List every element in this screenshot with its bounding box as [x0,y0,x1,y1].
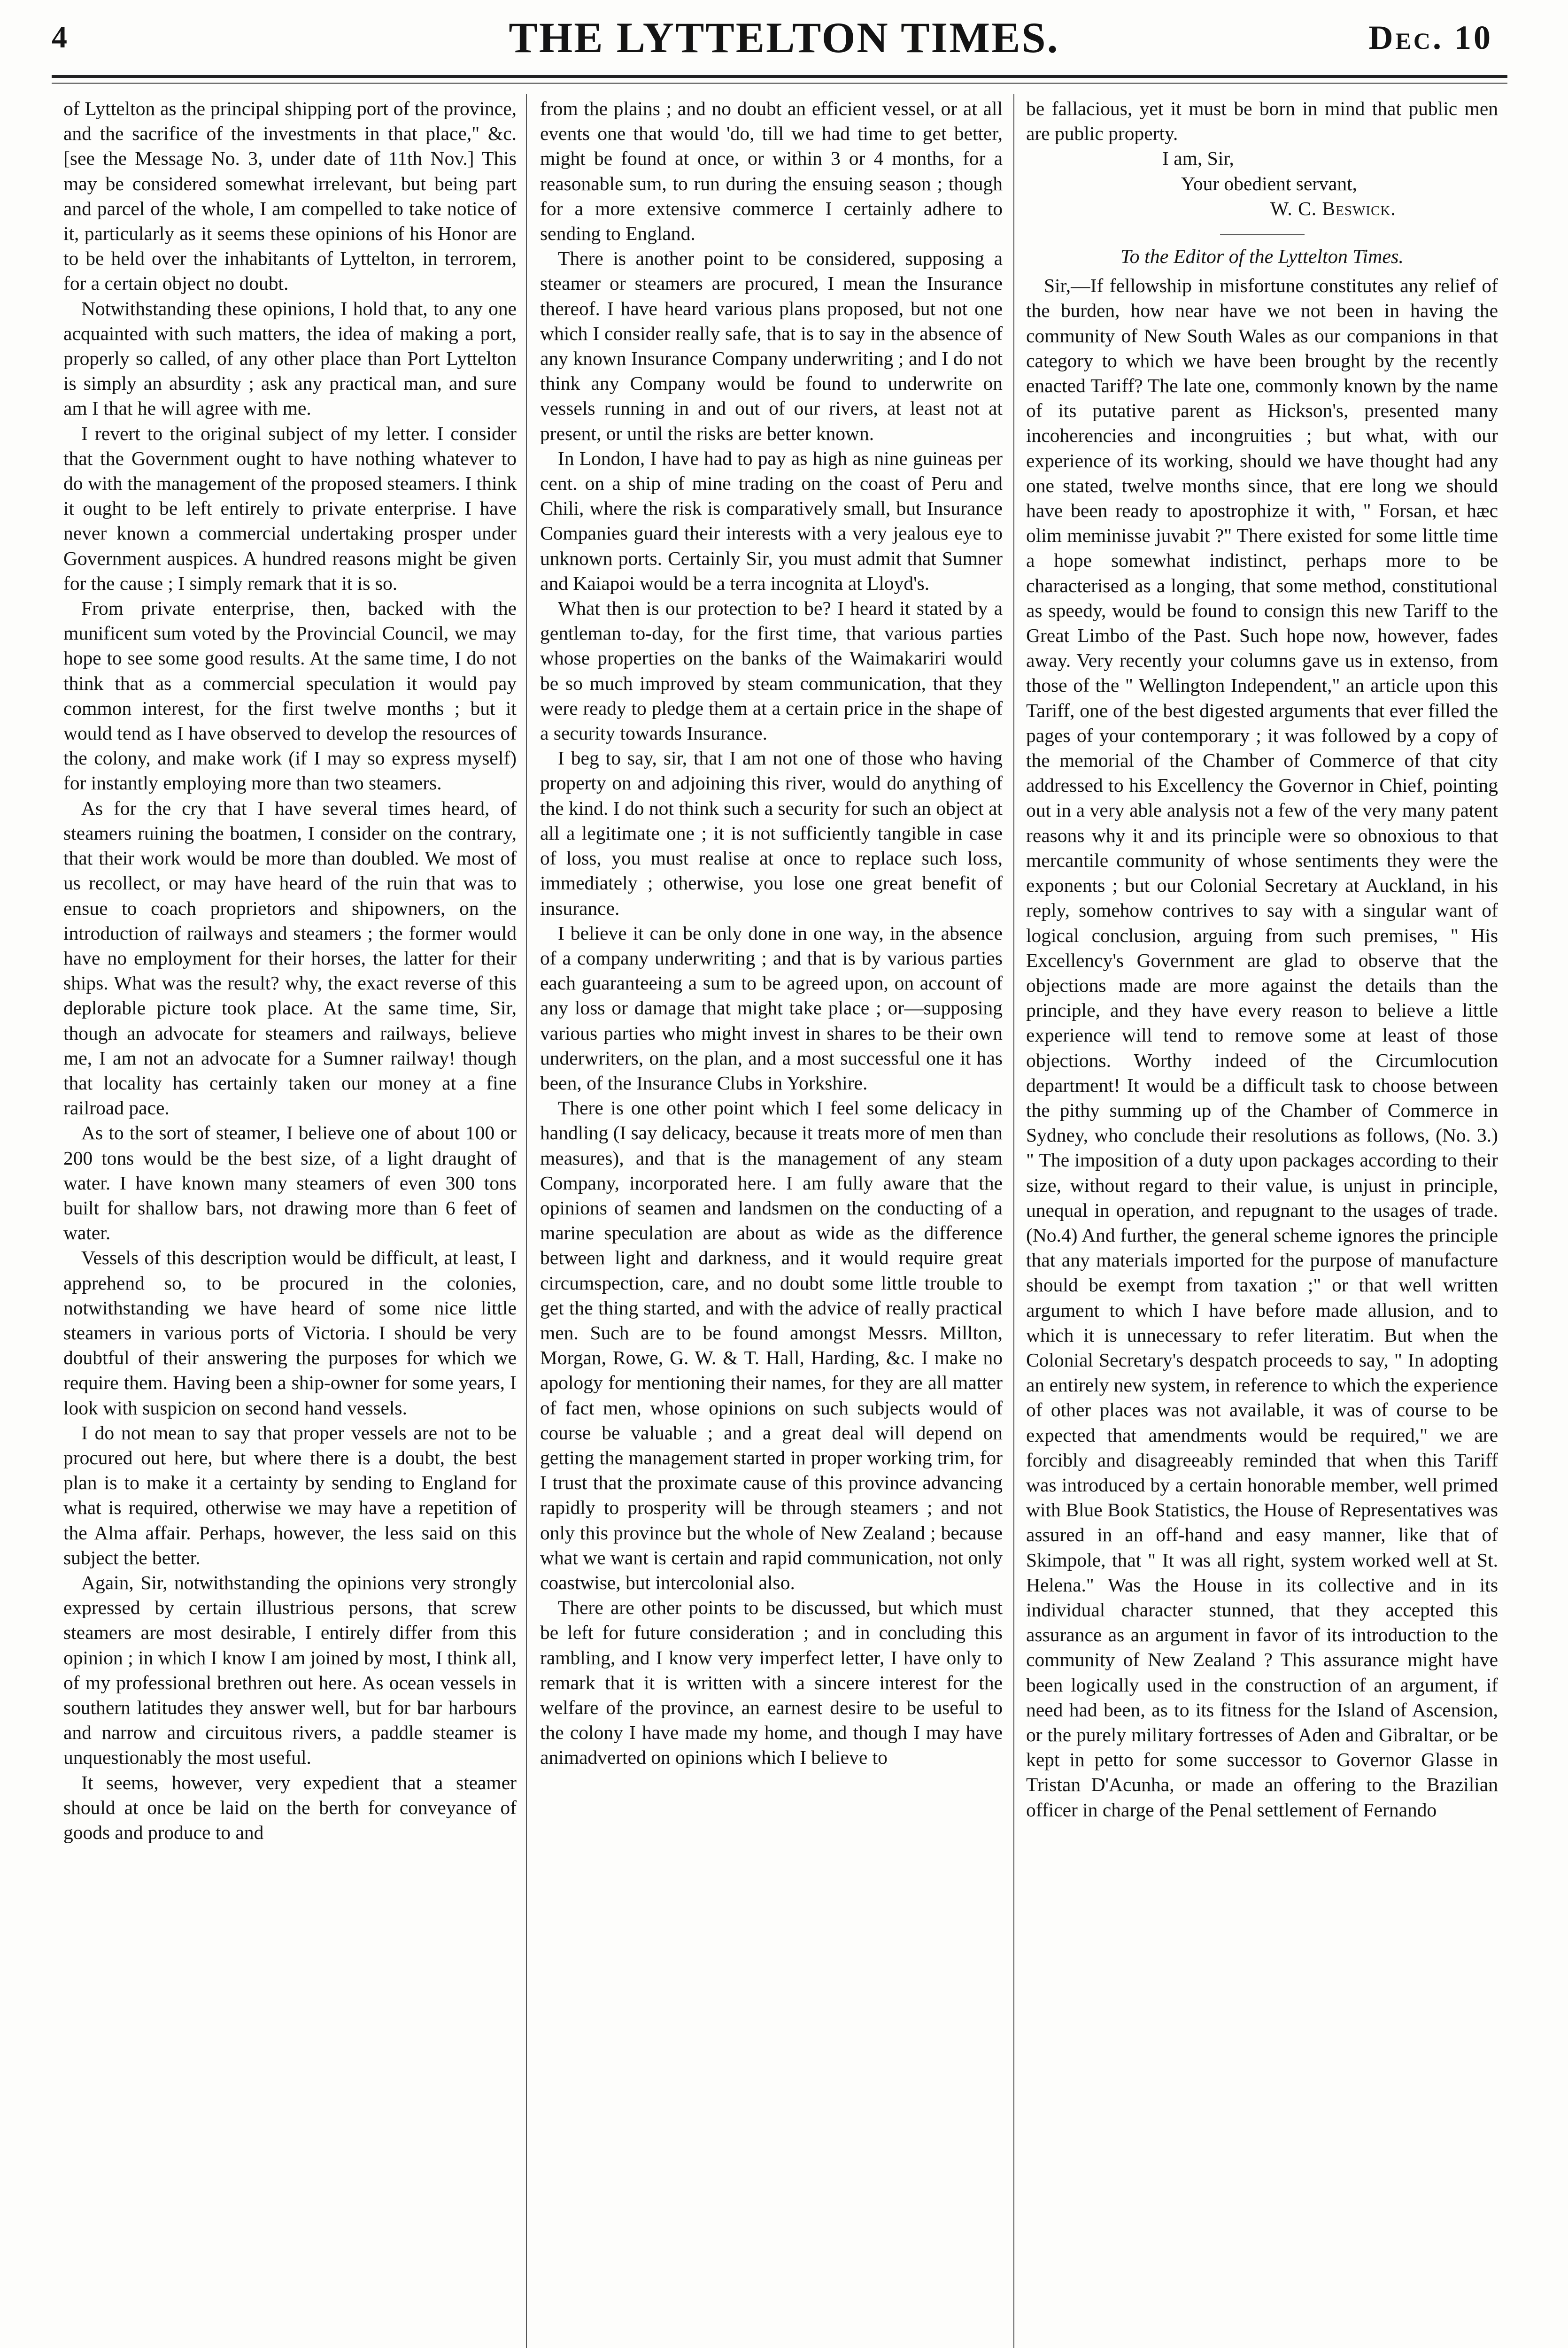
paragraph: from the plains ; and no doubt an efficient vessel, or at all events one that would 'do, till we had time to get better, might be found at once, or within 3 or 4 months, for a reasonable sum, to run during the ensuing season ; though for a more extensive commerce I certainly adhere to sending to England. [540,98,1003,245]
paragraph: There is another point to be considered, supposing a steamer or steamers are procured, I mean the Insurance thereof. I have heard various plans proposed, but not one which I consider really safe, that is to say in the absence of any known Insurance Company underwriting ; and I do not think any Company would be found to underwrite on vessels running in and out of our rivers, at least not at present, or until the risks are better known. [540,247,1003,444]
column-3 [1026,96,1498,2348]
signature-salutation: I am, Sir, [1162,147,1234,170]
paragraph: What then is our protection to be? I heard it stated by a gentleman to-day, for the first time, that various parties whose properties on the banks of the Waimakariri would be so much improved by steam communication, that they were ready to pledge them at a certain price in the shape of a security towards Insurance. [540,597,1003,744]
paragraph: I revert to the original subject of my letter. I consider that the Government ought to have nothing whatever to do with the management of the proposed steamers. I think it ought to be left entirely to private enterprise. I have never known a commercial undertaking prosper under Government auspices. A hundred reasons might be given for the cause ; I simply remark that it is so. [63,422,517,594]
page-number: 4 [52,20,67,54]
paragraph: be fallacious, yet it must be born in mind that public men are public property. [1026,98,1498,145]
paragraph: Vessels of this description would be difficult, at least, I apprehend so, to be procured in the colonies, notwithstanding we have heard of some nice little steamers in various ports of Victoria. I should be very doubtful of their answering the purposes for which we require them. Having been a ship-owner for some years, I look with suspicion on second hand vessels. [63,1247,517,1419]
paragraph: In London, I have had to pay as high as nine guineas per cent. on a ship of mine trading on the coast of Peru and Chili, where the risk is comparatively small, but Insurance Companies guard their interests with a very jealous eye to unknown ports. Certainly Sir, you must admit that Sumner and Kaiapoi would be a terra incognita at Lloyd's. [540,447,1003,594]
masthead-rule-thick [52,75,1507,78]
column-divider [1013,94,1014,2348]
letter-heading: To the Editor of the Lyttelton Times. [1120,246,1404,268]
paragraph: of Lyttelton as the principal shipping port of the province, and the sacrifice of the investments in that place," &c. [see the Message No. 3, under date of 11th Nov.] This may be considered somewhat irrelevant, but being part and parcel of the whole, I am compelled to take notice of it, particularly as it seems these opinions of his Honor are to be held over the inhabitants of Lyttelton, in terrorem, for a certain object no doubt. [63,98,517,294]
paragraph: It seems, however, very expedient that a steamer should at once be laid on the berth for conveyance of goods and produce to and [63,1771,517,1844]
newspaper-title: THE LYTTELTON TIMES. [509,14,1059,62]
paragraph: Sir,—If fellowship in misfortune constitutes any relief of the burden, how near have we not been in having the community of New South Wales as our companions in that category to which we have been brought by the recently enacted Tariff? The late one, commonly known by the name of its putative parent as Hickson's, presented many incoherencies and incongruities ; but what, with our experience of its working, should we have thought had any one stated, twelve months since, that ere long we should have been ready to apostrophize it with, " Forsan, et hæc olim meminisse juvabit ?" There existed for some little time a hope somewhat indistinct, perhaps more to be characterised as a longing, that some method, constitutional as speedy, would be found to consign this new Tariff to the Great Limbo of the Past. Such hope now, however, fades away. Very recently your columns gave us in extenso, from those of the " Wellington Independent," an article upon this Tariff, one of the best digested arguments that ever filled the pages of your contemporary ; it was followed by a copy of the memorial of the Chamber of Commerce of that city addressed to his Excellency the Governor in Chief, pointing out in a very able analysis not a few of the very many patent reasons why it and its principle were so obnoxious to that mercantile community of whose sentiments they were the exponents ; but our Colonial Secretary at Auckland, in his reply, somehow contrives to say with a singular want of logical conclusion, arguing from such premises, " His Excellency's Government are glad to observe that the objections made are more against the details than the principle, and they have every reason to believe a little experience will tend to remove some at least of those objections. Worthy indeed of the Circumlocution department! It would be a difficult task to choose between the pithy summing up of the Chamber of Commerce in Sydney, who conclude their resolutions as follows, (No. 3.) " The imposition of a duty upon packages according to their size, without regard to their value, is unjust in principle, unequal in operation, and repugnant to the usages of trade. (No.4) And further, the general scheme ignores the principle that any materials imported for the purpose of manufacture should be exempt from taxation ;" or that well written argument to which I have before made allusion, and to which it is unnecessary to refer literatim. But when the Colonial Secretary's despatch proceeds to say, " In adopting an entirely new system, in reference to which the experience of other places was not available, it was of course to be expected that amendments would be required," we are forcibly and disagreeably reminded that when this Tariff was introduced by a certain honorable member, well primed with Blue Book Statistics, the House of Representatives was assured in an off-hand and easy manner, like that of Skimpole, that " It was all right, system worked well at St. Helena." Was the House in its collective and in its individual character stunned, that they accepted this assurance as an argument in favor of its introduction to the community of New Zealand ? This assurance might have been logically used in the construction of an argument, if need had been, as to its fitness for the Island of Ascension, or the purely military fortresses of Aden and Gibraltar, or be kept in petto for some successor to Governor Glasse in Tristan D'Acunha, or made an offering to the Brazilian officer in charge of the Penal settlement of Fernando [1026,275,1498,1821]
column-1 [63,96,517,2348]
paragraph: I believe it can be only done in one way, in the absence of a company underwriting ; and that is by various parties each guaranteeing a sum to be agreed upon, on account of any loss or damage that might take place ; or—supposing various parties who might invest in shares to be their own underwriters, on the plan, and a most successful one it has been, of the Insurance Clubs in Yorkshire. [540,922,1003,1094]
masthead-rule-thin [52,83,1507,84]
signature-name: W. C. Beswick. [1270,197,1396,219]
paragraph: There is one other point which I feel some delicacy in handling (I say delicacy, because it treats more of men than measures), and that is the management of any steam Company, incorporated here. I am fully aware that the opinions of seamen and landsmen on the conducting of a marine speculation are about as wide as the difference between light and darkness, and it would require great circumspection, care, and no doubt some little trouble to get the thing started, and with the advice of really practical men. Such are to be found amongst Messrs. Millton, Morgan, Rowe, G. W. & T. Hall, Harding, &c. I make no apology for mentioning their names, for they are all matter of fact men, whose opinions on such subjects would of course be valuable ; and a great deal will depend on getting the management started in proper working trim, for I trust that the proximate cause of this province advancing rapidly to prosperity will be through steamers ; and not only this province but the whole of New Zealand ; because what we want is certain and rapid communication, not only coastwise, but intercolonial also. [540,1097,1003,1593]
paragraph: There are other points to be discussed, but which must be left for future consideration ; and in concluding this rambling, and I know very imperfect letter, I have only to remark that it is written with a sincere interest for the welfare of the province, an earnest desire to be useful to the colony I have made my home, and though I may have animadverted on opinions which I believe to [540,1597,1003,1769]
paragraph: I do not mean to say that proper vessels are not to be procured out here, but where there is a doubt, the best plan is to make it a certainty by sending to England for what is required, otherwise we may have a repetition of the Alma affair. Perhaps, however, the less said on this subject the better. [63,1421,517,1568]
issue-date: Dec. 10 [1368,19,1493,56]
column-divider [526,94,527,2348]
paragraph: I beg to say, sir, that I am not one of those who having property on and adjoining this river, would do anything of the kind. I do not think such a security for such an object at all a legitimate one ; it is not sufficiently tangible in case of loss, you must realise at once to replace such loss, immediately ; otherwise, you lose one great benefit of insurance. [540,747,1003,919]
column-2 [540,96,1003,2348]
paragraph: From private enterprise, then, backed with the munificent sum voted by the Provincial Council, we may hope to see some good results. At the same time, I do not think that as a commercial speculation it would pay common interest, for the first twelve months ; but it would tend as I have observed to develop the resources of the colony, and make work (if I may so express myself) for instantly employing more than two steamers. [63,597,517,794]
signature-closing: Your obedient servant, [1181,172,1357,194]
paragraph: Again, Sir, notwithstanding the opinions very strongly expressed by certain illustrious persons, that screw steamers are most desirable, I entirely differ from this opinion ; in which I know I am joined by most, I think all, of my professional brethren out here. As ocean vessels in southern latitudes they answer well, but for bar harbours and narrow and circuitous rivers, a paddle steamer is unquestionably the most useful. [63,1571,517,1769]
paragraph: As to the sort of steamer, I believe one of about 100 or 200 tons would be the best size, of a light draught of water. I have known many steamers of even 300 tons built for shallow bars, not drawing more than 6 feet of water. [63,1122,517,1244]
paragraph: As for the cry that I have several times heard, of steamers ruining the boatmen, I consider on the contrary, that their work would be more than doubled. We most of us recollect, or may have heard of the ruin that was to ensue to coach proprietors and shipowners, on the introduction of railways and steamers ; the former would have no employment for their horses, the latter for their ships. What was the result? why, the exact reverse of this deplorable picture took place. At the same time, Sir, though an advocate for steamers and railways, believe me, I am not an advocate for a Sumner railway! though that locality has certainly taken our money at a fine railroad pace. [63,797,517,1119]
paragraph: Notwithstanding these opinions, I hold that, to any one acquainted with such matters, the idea of making a port, properly so called, of any other place than Port Lyttelton is simply an absurdity ; ask any practical man, and sure am I that he will agree with me. [63,297,517,419]
letter-divider [1220,234,1305,235]
